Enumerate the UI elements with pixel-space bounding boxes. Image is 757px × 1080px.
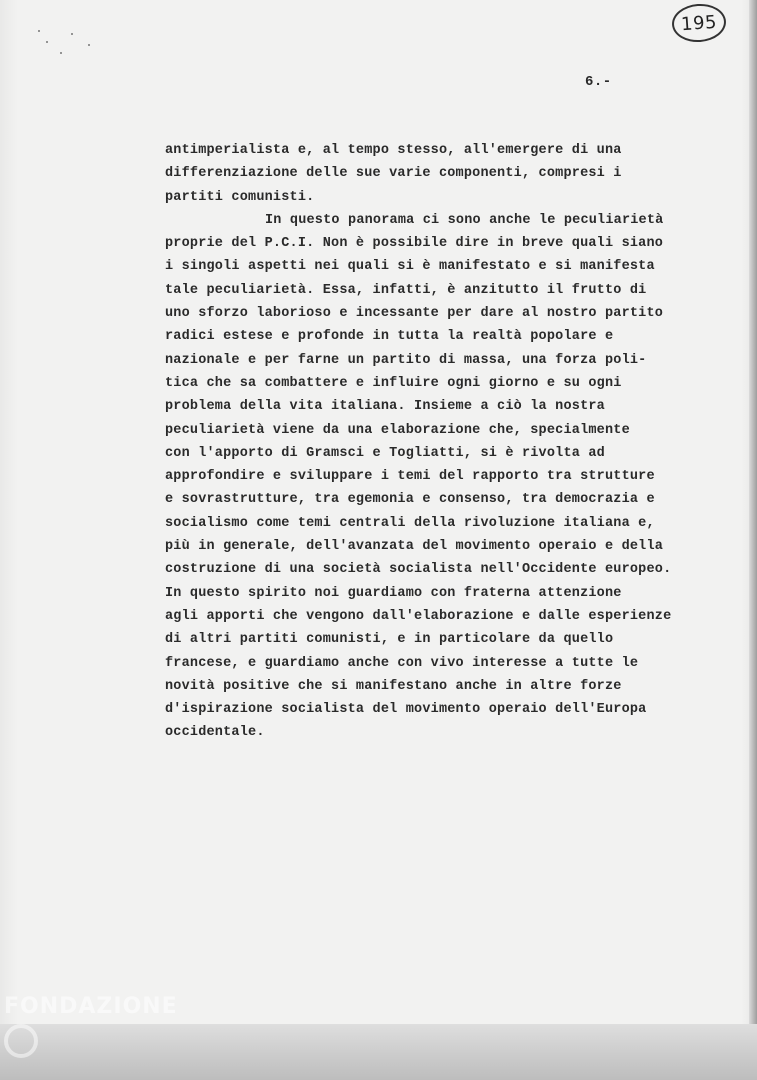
text-line: In questo panorama ci sono anche le peculiarietà: [265, 212, 664, 228]
text-line: occidentale.: [165, 725, 265, 741]
text-line: tale peculiarietà. Essa, infatti, è anzitutto il frutto di: [165, 282, 647, 298]
watermark-text: FONDAZIONE: [4, 994, 178, 1019]
text-line: socialismo come temi centrali della rivoluzione italiana e,: [165, 515, 655, 531]
text-line: nazionale e per farne un partito di massa, una forza poli-: [165, 352, 647, 368]
text-line: novità positive che si manifestano anche in altre forze: [165, 678, 622, 694]
text-line: francese, e guardiamo anche con vivo interesse a tutte le: [165, 655, 639, 671]
text-line: differenziazione delle sue varie componenti, compresi i: [165, 166, 622, 182]
text-line: uno sforzo laborioso e incessante per dare al nostro partito: [165, 306, 664, 322]
text-line: proprie del P.C.I. Non è possibile dire in breve quali siano: [165, 236, 664, 252]
page-number: 6.-: [585, 74, 612, 90]
text-line: e sovrastrutture, tra egemonia e consenso, tra democrazia e: [165, 492, 655, 508]
foundation-watermark: [4, 996, 184, 1066]
text-line: costruzione di una società socialista nell'Occidente europeo.: [165, 562, 672, 578]
text-line: più in generale, dell'avanzata del movimento operaio e della: [165, 539, 664, 555]
text-line: In questo spirito noi guardiamo con fraterna attenzione: [165, 585, 622, 601]
text-line: agli apporti che vengono dall'elaborazione e dalle esperienze: [165, 608, 672, 624]
text-line: partiti comunisti.: [165, 189, 315, 205]
text-line: d'ispirazione socialista del movimento operaio dell'Europa: [165, 702, 647, 718]
text-line: antimperialista e, al tempo stesso, all'emergere di una: [165, 143, 622, 158]
text-line: problema della vita italiana. Insieme a ciò la nostra: [165, 399, 605, 415]
text-line: di altri partiti comunisti, e in particolare da quello: [165, 632, 614, 648]
watermark-logo-icon: [4, 1024, 38, 1058]
text-line: peculiarietà viene da una elaborazione che, specialmente: [165, 422, 630, 438]
text-line: radici estese e profonde in tutta la realtà popolare e: [165, 329, 614, 345]
archive-number-stamp: 195: [671, 2, 728, 44]
text-line: con l'apporto di Gramsci e Togliatti, si è rivolta ad: [165, 445, 605, 461]
scan-right-edge: [749, 0, 757, 1080]
body-text: [165, 143, 735, 749]
text-line: approfondire e sviluppare i temi del rapporto tra strutture: [165, 469, 655, 485]
text-line: tica che sa combattere e influire ogni giorno e su ogni: [165, 375, 622, 391]
text-line: i singoli aspetti nei quali si è manifestato e si manifesta: [165, 259, 655, 275]
